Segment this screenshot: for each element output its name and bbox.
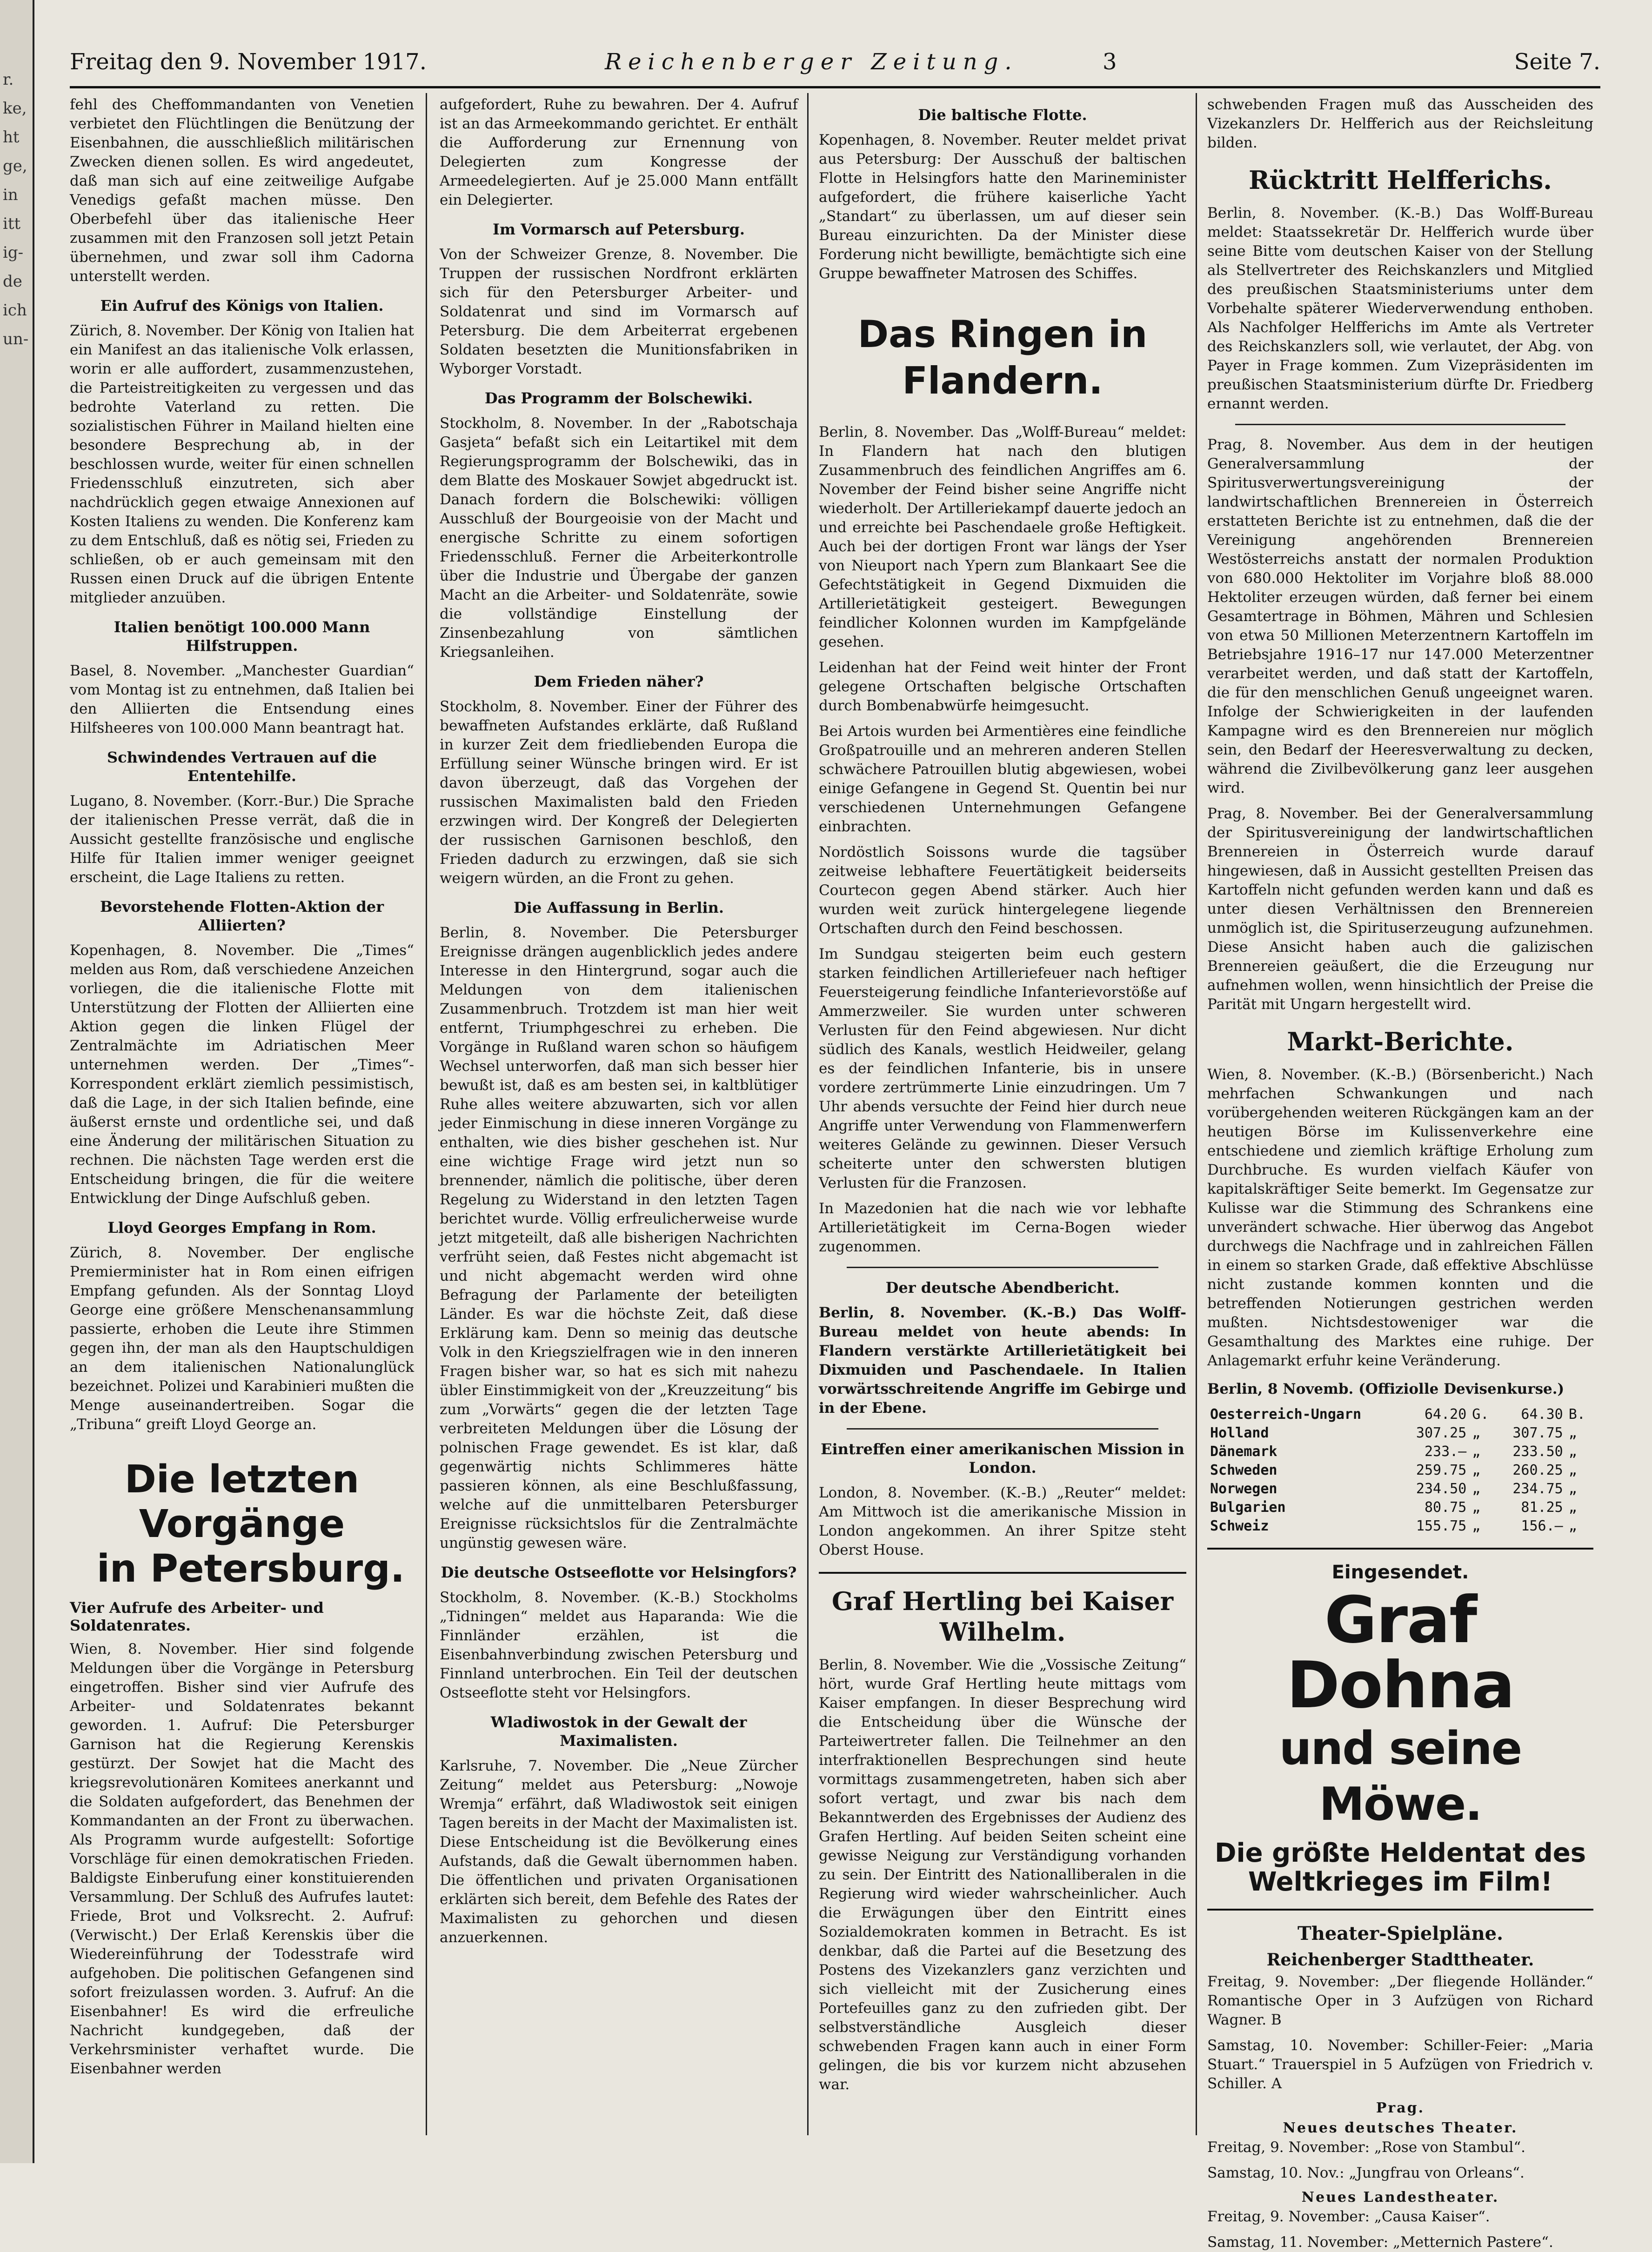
rate-money-mark: „ [1472, 1518, 1481, 1534]
rate-row [1207, 1405, 1593, 1424]
rate-row [1207, 1461, 1593, 1480]
article-subheading: Vier Aufrufe des Arbeiter- und Soldatenrates. [70, 1599, 324, 1634]
article-paragraph: London, 8. November. (K.-B.) „Reuter“ meldet: Am Mittwoch ist die amerikanische Mission in London angekommen. An ihrer Spitze steht Oberst House. [819, 1484, 1186, 1558]
column-divider [1196, 93, 1197, 2135]
article-paragraph: Kopenhagen, 8. November. Reuter meldet privat aus Petersburg: Der Ausschuß der baltischen Flotte in Helsingfors hatte den Marineminister aufgefordert, die frühere kaiserliche Yacht „Standart“ zu überlassen, um auf dieser sein Bureau einzurichten. Da der Minister diese Forderung nicht bewilligte, bemächtigte sich eine Gruppe bewaffneter Matrosen des Schiffes. [819, 132, 1186, 282]
rate-money: 234.50 [1416, 1481, 1467, 1497]
theater-house: Neues deutsches Theater. [1283, 2120, 1518, 2136]
article-paragraph: Berlin, 8. November. Wie die „Vossische Zeitung“ hört, wurde Graf Hertling heute mittags vom Kaiser empfangen. In dieser Besprechung wird die Entscheidung über die Wünsche der Parteiwertreter fallen. Die Teilnehmer an den interfraktionellen Besprechungen sind heute vormittags zusammengetreten, haben sich aber sofort vertagt, und zwar bis nach dem Bekanntwerden des Ergebnisses der Audienz des Grafen Hertling. Auf beiden Seiten scheint eine gewisse Neigung zur Verständigung vorhanden zu sein. Der Eintritt des Nationalliberalen in die Regierung wird wieder wahrscheinlicher. Auch die Erwägungen über den Eintritt eines Sozialdemokraten kommen in Betracht. Es ist denkbar, daß die Partei auf die Besetzung des Postens des Vizekanzlers ganz verzichten und sich vielleicht mit der Zusicherung eines Portefeuilles ganz zu den zufrieden gibt. Der selbstverständliche Ausgleich dieser schwebenden Fragen kann auch in einer Form gelingen, die bis vor kurzem nicht abzusehen war. [819, 1657, 1186, 2093]
theater-rule [1207, 1909, 1593, 1911]
article-headline: Das Programm der Bolschewiki. [484, 389, 753, 407]
rate-money: 233.– [1424, 1443, 1467, 1460]
article-headline: Die deutsche Ostseeflotte vor Helsingfors? [441, 1564, 797, 1581]
header-rule [70, 86, 1600, 88]
ad-rule [1207, 1548, 1593, 1550]
rate-row [1207, 1443, 1593, 1461]
article-separator [1235, 424, 1565, 425]
article-paragraph: Basel, 8. November. „Manchester Guardian“ vom Montag ist zu entnehmen, daß Italien bei den Alliierten die Entsendung eines Hilfsheeres von 100.000 Mann beantragt hat. [70, 662, 414, 736]
article-paragraph: fehl des Cheffommandanten von Venetien verbietet den Flüchtlingen die Benützung der Eisenbahnen, die ausschließlich militärischen Zwecken dienen sollen. Es wird angedeutet, daß man sich auf eine zeitweilige Aufgabe Venedigs gefaßt machen müsse. Den Oberbefehl über das italienische Heer zusammen mit den Franzosen soll jetzt Petain übernehmen, und zwar soll ihm Cadorna unterstellt werden. [70, 96, 414, 285]
rate-bid-mark: „ [1568, 1499, 1577, 1516]
edge-fragment: un- [3, 330, 29, 348]
article-paragraph: Nordöstlich Soissons wurde die tagsüber zeitweise lebhaftere Feuertätigkeit beiderseits Courtecon gegen Abend stärker. Auch hier wurden weit zurück hintergelegene liegende Ortschaften durch den Feind beschossen. [819, 844, 1186, 937]
flandern-headline: Das Ringen in Flandern. [857, 313, 1148, 402]
rate-currency: Dänemark [1210, 1443, 1277, 1460]
column-divider [807, 93, 809, 2135]
theater-house: Neues Landestheater. [1301, 2189, 1499, 2205]
petersburg-headline [70, 1457, 414, 1591]
article-headline: Die baltische Flotte. [918, 106, 1087, 124]
exchange-rates-table [1207, 1405, 1593, 1536]
rate-money-mark: „ [1472, 1443, 1481, 1460]
article-paragraph: Zürich, 8. November. Der König von Italien hat ein Manifest an das italienische Volk erlassen, worin er alle auffordert, zusammenzustehen, die Parteistreitigkeiten zu vergessen und das bedrohte Vaterland zu retten. Die sozialistischen Führer in Mailand hielten eine besondere Besprechung ab, in der beschlossen wurde, weiter für einen schnellen Friedensschluß einzutreten, sich aber nachdrücklich gegen etwaige Annexionen auf Kosten Italiens zu wenden. Die Konferenz kam zu dem Entschluß, daß es nötig sei, Frieden zu schließen, ob er auch gemeinsam mit den Russen einen Druck auf die übrigen Entente mitglieder anzuüben. [70, 322, 414, 606]
theater-listings [1207, 1923, 1593, 2252]
rate-money-mark: G. [1472, 1406, 1489, 1423]
article-paragraph: Stockholm, 8. November. (K.-B.) Stockholms „Tidningen“ meldet aus Haparanda: Wie die Finnländer erzählen, ist die Eisenbahnverbindung zwischen Petersburg und Finnland unterbrochen. Ein Teil der deutschen Ostseeflotte steht vor Helsingfors. [440, 1589, 798, 1701]
article-paragraph: Im Sundgau steigerten beim euch gestern starken feindlichen Artilleriefeuer nach heftiger Feuersteigerung feindliche Infanterievorstöße auf Ammerzweiler. Sie wurden unter schweren Verlusten für den Feind abgewiesen. Nur dicht südlich des Kanals, westlich Heidweiler, gelang es der feindlichen Infanterie, bis in unsere vordere zertrümmerte Linie einzudringen. Um 7 Uhr abends versuchte der Feind hier durch neue Angriffe unter Verwendung von Flammenwerfern weiteres Gelände zu gewinnen. Dieser Versuch scheiterte unter den schwersten blutigen Verlusten für die Franzosen. [819, 946, 1186, 1191]
column-2 [440, 95, 798, 2133]
ad-subtitle: Die größte Heldentat des Weltkrieges im Film! [1214, 1838, 1586, 1897]
rate-row [1207, 1517, 1593, 1536]
rate-bid: 64.30 [1521, 1406, 1563, 1423]
article-headline: Lloyd Georges Empfang in Rom. [107, 1219, 376, 1236]
edge-text-fragments [3, 65, 29, 354]
theater-line: Samstag, 10. Nov.: „Jungfrau von Orleans“. [1207, 2165, 1525, 2181]
rate-row [1207, 1424, 1593, 1443]
article-paragraph: Leidenhan hat der Feind weit hinter der Front gelegene Ortschaften belgische Ortschaften durch Bombenabwürfe heimgesucht. [819, 659, 1186, 714]
article-headline: Bevorstehende Flotten-Aktion der Alliierten? [100, 898, 384, 934]
rate-money: 155.75 [1416, 1518, 1467, 1534]
rate-bid: 156.– [1521, 1518, 1563, 1534]
article-headline: Die Auffassung in Berlin. [513, 899, 724, 916]
article-paragraph: Kopenhagen, 8. November. Die „Times“ melden aus Rom, daß verschiedene Anzeichen vorliegen, die die italienische Flotte mit Unterstützung der Flotten der Alliierten eine Aktion gegen die linken Flügel der Zentralmächte im Adriatischen Meer unternehmen werden. Der „Times“-Korrespondent erklärt ziemlich pessimistisch, daß die Lage, in der sich Italien befinde, eine äußerst ernste und ordentliche sei, und daß eine Änderung der militärischen Situation zu rechnen. Die nächsten Tage werden erst die Entscheidung bringen, die für die weitere Entwicklung der Dinge Aufschluß geben. [70, 942, 414, 1207]
article-headline: Im Vormarsch auf Petersburg. [493, 221, 745, 238]
column-1 [70, 95, 414, 2133]
page-header [70, 49, 1600, 81]
article-paragraph: Prag, 8. November. Bei der Generalversammlung der Spiritusvereinigung der landwirtschaftlichen Brennereien in Österreich wurde darauf hingewiesen, daß in Aussicht gestellten Preisen das Kartoffeln nicht gefunden werden kann und daß es unter diesen Verhältnissen den Brennereien unmöglich ist, die Spirituserzeugung aufzunehmen. Diese Ansicht haben auch die galizischen Brennereien geäußert, die die Erzeugung nur aufnehmen wollen, wenn hinsichtlich der Preise die Parität mit Ungarn hergestellt wird. [1207, 805, 1593, 1013]
article-paragraph: In Mazedonien hat die nach wie vor lebhafte Artillerietätigkeit im Cerna-Bogen wieder zugenommen. [819, 1200, 1186, 1255]
rate-bid-mark: „ [1568, 1518, 1577, 1534]
rate-row [1207, 1498, 1593, 1517]
rate-bid-mark: „ [1568, 1425, 1577, 1441]
section-headline: Rücktritt Helfferichs. [1249, 165, 1552, 195]
article-headline: Schwindendes Vertrauen auf die Ententehilfe. [107, 748, 377, 785]
column-divider [426, 93, 427, 2135]
petersburg-headline-line1: Die letzten Vorgänge [124, 1457, 360, 1546]
article-headline: Dem Frieden näher? [534, 673, 704, 690]
rate-currency: Holland [1210, 1425, 1269, 1441]
article-paragraph: Berlin, 8. November. Die Petersburger Ereignisse drängen augenblicklich jedes andere Interesse in den Hintergrund, sogar auch die Meldungen von dem italienischen Zusammenbruch. Trotzdem ist man hier weit entfernt, Triumphgeschrei zu erheben. Die Vorgänge in Rußland waren schon so häufigem Wechsel unterworfen, daß man sich besser hier bewußt ist, daß es am besten sei, in kaltblütiger Ruhe alles weitere abzuwarten, sich vor allen jeder Einmischung in diese inneren Vorgänge zu enthalten, wie dies bisher geschehen ist. Nur eine wichtige Frage wird jetzt nun so brennender, nämlich die politische, über deren Regelung zu Widerstand in den letzten Tagen berichtet wurde. Völlig erfreulicherweise wurde jetzt mitgeteilt, daß alle bisherigen Nachrichten verfrüht seien, daß Festes nicht abgemacht ist und nicht abgemacht werden wird ohne Befragung der Parlamente der beteiligten Länder. Es war die höchste Zeit, daß diese Erklärung kam. Denn so meinig das deutsche Volk in den Kriegszielfragen wie in den inneren Fragen bisher war, so hat es sich mit nahezu übler Einstimmigkeit von der „Kreuzzeitung“ bis zum „Vorwärts“ gegen die der letzten Tage verbreiteten Meldungen über die Lösung der polnischen Frage gewendet. Es ist klar, daß gegenwärtig nichts Schlimmeres hätte passieren können, als eine Beschlußfassung, welche auf die unmittelbaren Petersburger Ereignisse rücksichtslos für die Zentralmächte ungünstig gewesen wäre. [440, 924, 798, 1551]
column-4 [1207, 95, 1593, 2251]
petersburg-headline-line2: in Petersburg. [96, 1547, 405, 1591]
edge-fragment: itt [3, 214, 21, 233]
rate-currency: Norwegen [1210, 1481, 1277, 1497]
header-issue-number: 3 [1103, 49, 1117, 75]
bulletin-paragraph: Berlin, 8. November. (K.-B.) Das Wolff-Bureau meldet von heute abends: In Flandern verstärkte Artillerietätigkeit bei Dixmuiden und Paschendaele. In Italien vorwärtsschreitende Angriffe im Gebirge und in der Ebene. [819, 1304, 1186, 1417]
edge-fragment: ich [3, 301, 27, 320]
rate-currency: Bulgarien [1210, 1499, 1286, 1516]
article-paragraph: Prag, 8. November. Aus dem in der heutigen Generalversammlung der Spiritusverwertungsvereinigung der landwirtschaftlichen Brennereien in Österreich erstatteten Berichte ist zu entnehmen, daß die der Vereinigung angehörenden Brennereien Westösterreichs anstatt der normalen Produktion von 680.000 Hektoliter im Vorjahre bloß 88.000 Hektoliter erzeugen würden, daß ferner bei einem Gesamtertrage in Böhmen, Mähren und Schlesien von etwa 50 Millionen Meterzentnern Kartoffeln im Betriebsjahre 1916–17 nur 147.000 Meterzentner verarbeitet werden, und daß statt der Kartoffeln, die für den menschlichen Genuß ungeeignet waren. Infolge der Schwierigkeiten in der laufenden Kampagne wird es den Brennereien nur möglich sein, den Bedarf der Heeresverwaltung zu decken, während die Zivilbevölkerung ganz leer ausgehen wird. [1207, 436, 1593, 796]
rate-money-mark: „ [1472, 1425, 1481, 1441]
rate-money: 80.75 [1424, 1499, 1467, 1516]
theater-line: Samstag, 10. November: Schiller-Feier: „Maria Stuart.“ Trauerspiel in 5 Aufzügen von Friedrich v. Schiller. A [1207, 2037, 1593, 2092]
rate-money: 307.25 [1416, 1425, 1467, 1441]
ad-label: Eingesendet. [1331, 1562, 1469, 1583]
rate-money: 259.75 [1416, 1462, 1467, 1478]
rate-bid: 233.50 [1512, 1443, 1563, 1460]
rate-currency: Oesterreich-Ungarn [1210, 1406, 1362, 1423]
rate-bid: 307.75 [1512, 1425, 1563, 1441]
article-headline: Italien benötigt 100.000 Mann Hilfstruppen. [114, 618, 370, 655]
rate-bid-mark: B. [1568, 1406, 1585, 1423]
article-headline: Wladiwostok in der Gewalt der Maximalisten. [490, 1713, 747, 1750]
theater-line: Freitag, 9. November: „Rose von Stambul“. [1207, 2139, 1526, 2156]
article-paragraph: Stockholm, 8. November. Einer der Führer des bewaffneten Aufstandes erklärte, daß Rußland in kurzer Zeit dem friedliebenden Europa die Erfüllung seiner Wünsche bringen wird. Er ist davon überzeugt, daß das Vorgehen der russischen Maximalisten bald den Frieden erzwingen wird. Der Kongreß der Delegierten der russischen Garnisonen beschloß, den Frieden dadurch zu erzwingen, daß sie sich weigern würden, an die Front zu gehen. [440, 698, 798, 887]
edge-fragment: in [3, 186, 18, 204]
article-paragraph: Stockholm, 8. November. In der „Rabotschaja Gasjeta“ befaßt sich ein Leitartikel mit dem Regierungsprogramm der Bolschewiki, das in dem Blatte des Moskauer Sowjet abgedruckt ist. Danach fordern die Bolschewiki: völligen Ausschluß der Bourgeoisie von der Macht und energische Schritte zu einem sofortigen Friedensschluß. Ferner die Arbeiterkontrolle über die Industrie und Übergabe der ganzen Macht an die Arbeiter- und Soldatenräte, sowie die vollständige Einstellung der Zinsenbezahlung von sämtlichen Kriegsanleihen. [440, 415, 798, 661]
rate-bid-mark: „ [1568, 1462, 1577, 1478]
rate-currency: Schweiz [1210, 1518, 1269, 1534]
header-paper-title: Reichenberger Zeitung. [605, 49, 1018, 75]
rate-money-mark: „ [1472, 1499, 1481, 1516]
theater-city: Prag. [1376, 2100, 1425, 2116]
rate-bid: 260.25 [1512, 1462, 1563, 1478]
rate-money-mark: „ [1472, 1462, 1481, 1478]
section-rule [819, 1572, 1186, 1574]
article-paragraph: Bei Artois wurden bei Armentières eine feindliche Großpatrouille und an mehreren anderen Stellen schwächere Patrouillen blutig abgewiesen, wobei einige Gefangene in Gegend St. Quentin bei nur verschiedenen Unternehmungen Gefangene einbrachten. [819, 723, 1186, 835]
theater-line: Freitag, 9. November: „Causa Kaiser“. [1207, 2208, 1490, 2225]
rate-row [1207, 1480, 1593, 1498]
theater-heading: Theater-Spielpläne. [1297, 1923, 1504, 1945]
article-headline: Der deutsche Abendbericht. [885, 1279, 1120, 1296]
edge-fragment: r. [3, 70, 14, 89]
edge-fragment: de [3, 272, 22, 291]
article-paragraph: Zürich, 8. November. Der englische Premierminister hat in Rom einen eifrigen Empfang gefunden. Als der Sonntag Lloyd George eine größere Menschenansammlung passierte, erhoben die Leute ihre Stimmen gegen ihn, der man als den Hauptschuldigen an dem italienischen Nationalunglück bezeichnet. Polizei und Karabinieri mußten die Menge auseinandertreiben. Sogar die „Tribuna“ greift Lloyd George an. [70, 1244, 414, 1433]
column-3 [819, 95, 1186, 2133]
header-date: Freitag den 9. November 1917. [70, 49, 427, 75]
article-paragraph: Wien, 8. November. Hier sind folgende Meldungen über die Vorgänge in Petersburg eingetroffen. Bisher sind vier Aufrufe des Arbeiter- und Soldatenrates bekannt geworden. 1. Aufruf: Die Petersburger Garnison hat die Regierung Kerenskis gestürzt. Der Sowjet hat die Macht des kriegsrevolutionären Komitees anerkannt und die Soldaten aufgefordert, das Benehmen der Kommandanten an der Front zu überwachen. Als Programm wurde aufgestellt: Sofortige Vorschläge für einen demokratischen Frieden. Baldigste Einberufung einer konstituierenden Versammlung. Der Schluß des Aufrufes lautet: Friede, Brot und Volksrecht. 2. Aufruf: (Verwischt.) Der Erlaß Kerenskis über die Wiedereinführung der Todesstrafe wird aufgehoben. Die politischen Gefangenen sind sofort freizulassen worden. 3. Aufruf: An die Eisenbahner! Es wird die erfreuliche Nachricht kundgegeben, daß der Verkehrsminister verhaftet wurde. Die Eisenbahner werden [70, 1641, 414, 2077]
edge-fragment: ig- [3, 243, 24, 262]
article-separator [847, 1428, 1158, 1430]
rate-bid: 81.25 [1521, 1499, 1563, 1516]
rate-bid: 234.75 [1512, 1481, 1563, 1497]
article-paragraph: aufgefordert, Ruhe zu bewahren. Der 4. Aufruf ist an das Armeekommando gerichtet. Er enthält die Aufforderung zur Ernennung von Delegierten zum Kongresse der Armeedelegierten. Auf je 25.000 Mann entfällt ein Delegierter. [440, 96, 798, 208]
section-headline: Graf Hertling bei Kaiser Wilhelm. [831, 1586, 1174, 1647]
article-paragraph: Von der Schweizer Grenze, 8. November. Die Truppen der russischen Nordfront erklärten sich für den Petersburger Arbeiter- und Soldatenrat und sind im Vormarsch auf Petersburg. Die dem Arbeiterrat ergebenen Soldaten besetzten die Munitionsfabriken in Wyborger Vorstadt. [440, 246, 798, 377]
theater-line: Samstag, 11. November: „Metternich Pastere“. [1207, 2234, 1553, 2251]
article-headline: Ein Aufruf des Königs von Italien. [100, 297, 384, 314]
adjacent-page-edge [0, 0, 34, 2163]
rate-money-mark: „ [1472, 1481, 1481, 1497]
header-page-number: Seite 7. [1514, 49, 1600, 75]
rates-heading: Berlin, 8 Novemb. (Offiziolle Devisenkurse.) [1207, 1381, 1565, 1397]
article-paragraph: Berlin, 8. November. Das „Wolff-Bureau“ meldet: In Flandern hat nach den blutigen Zusammenbruch des feindlichen Angriffes am 6. November der Feind bisher seine Angriffe nicht wiederholt. Der Artilleriekampf dauerte jedoch an und erreichte bei Paschendaele große Heftigkeit. Auch bei der dortigen Front war längs der Yser von Nieuport nach Ypern zum Blankaart See die Gefechtstätigkeit in Gegend Dixmuiden die Artillerietätigkeit gesteigert. Bewegungen feindlicher Kolonnen wurden im Kampfgelände gesehen. [819, 424, 1186, 650]
edge-fragment: ht [3, 128, 20, 147]
theater-line: Freitag, 9. November: „Der fliegende Holländer.“ Romantische Oper in 3 Aufzügen von Richard Wagner. B [1207, 1973, 1593, 2028]
rate-currency: Schweden [1210, 1462, 1277, 1478]
rate-bid-mark: „ [1568, 1443, 1577, 1460]
article-paragraph: Wien, 8. November. (K.-B.) (Börsenbericht.) Nach mehrfachen Schwankungen und nach vorübergehenden weiteren Rückgängen kam an der heutigen Börse im Kulissenverkehre eine entschiedene und ziemlich kräftige Erholung zum Durchbruche. Es wurden vielfach Käufer von kapitalskräftiger Seite bemerkt. Im Gegensatze zur Kulisse war die Stimmung des Schrankens eine unverändert schwache. Hier überwog das Angebot durchwegs die Nachfrage und in zahlreichen Fällen in einem so starken Grade, daß effektive Abschlüsse nicht zustande kommen konnten und die betreffenden Notierungen gestrichen werden mußten. Nichtsdestoweniger war die Gesamthaltung des Marktes eine ruhige. Der Anlagemarkt erfuhr keine Veränderung. [1207, 1066, 1593, 1369]
article-paragraph: Berlin, 8. November. (K.-B.) Das Wolff-Bureau meldet: Staatssekretär Dr. Helfferich wurde über seine Bitte vom deutschen Kaiser von der Stellung als Stellvertreter des Reichskanzlers und Mitglied des preußischen Staatsministeriums unter dem Vorbehalte späterer Wiederverwendung enthoben. Als Nachfolger Helfferichs im Amte als Vertreter des Reichskanzlers soll, wie verlautet, der Abg. von Payer in Frage kommen. Zum Vizepräsidenten im preußischen Staatsministerium dürfte Dr. Friedberg ernannt werden. [1207, 205, 1593, 412]
article-paragraph: Lugano, 8. November. (Korr.-Bur.) Die Sprache der italienischen Presse verrät, daß die in Aussicht gestellte französische und englische Hilfe für Italien immer weniger geeignet erscheint, die Lage Italiens zu retten. [70, 793, 414, 886]
rate-bid-mark: „ [1568, 1481, 1577, 1497]
edge-fragment: ge, [3, 157, 27, 175]
article-paragraph: Karlsruhe, 7. November. Die „Neue Zürcher Zeitung“ meldet aus Petersburg: „Nowoje Wremja“ erfährt, daß Wladiwostok seit einigen Tagen bereits in der Macht der Maximalisten ist. Diese Entscheidung ist die Bevölkerung eines Aufstands, daß die Gewalt übernommen haben. Die öffentlichen und privaten Organisationen erklärten sich bereit, dem Befehle des Rates der Maximalisten zu gehorchen und diesen anzuerkennen. [440, 1757, 798, 1946]
article-headline: Eintreffen einer amerikanischen Mission in London. [821, 1440, 1184, 1477]
section-headline: Markt-Berichte. [1287, 1027, 1514, 1056]
ad-title-line2: und seine Möwe. [1279, 1722, 1522, 1831]
article-separator [847, 1267, 1158, 1268]
ad-title: Graf Dohna [1286, 1583, 1514, 1723]
theater-house: Reichenberger Stadttheater. [1266, 1950, 1534, 1970]
edge-fragment: ke, [3, 99, 27, 118]
article-paragraph: schwebenden Fragen muß das Ausscheiden des Vizekanzlers Dr. Helfferich aus der Reichsleitung bilden. [1207, 96, 1593, 151]
rate-money: 64.20 [1424, 1406, 1467, 1423]
advertisement [1207, 1562, 1593, 1897]
